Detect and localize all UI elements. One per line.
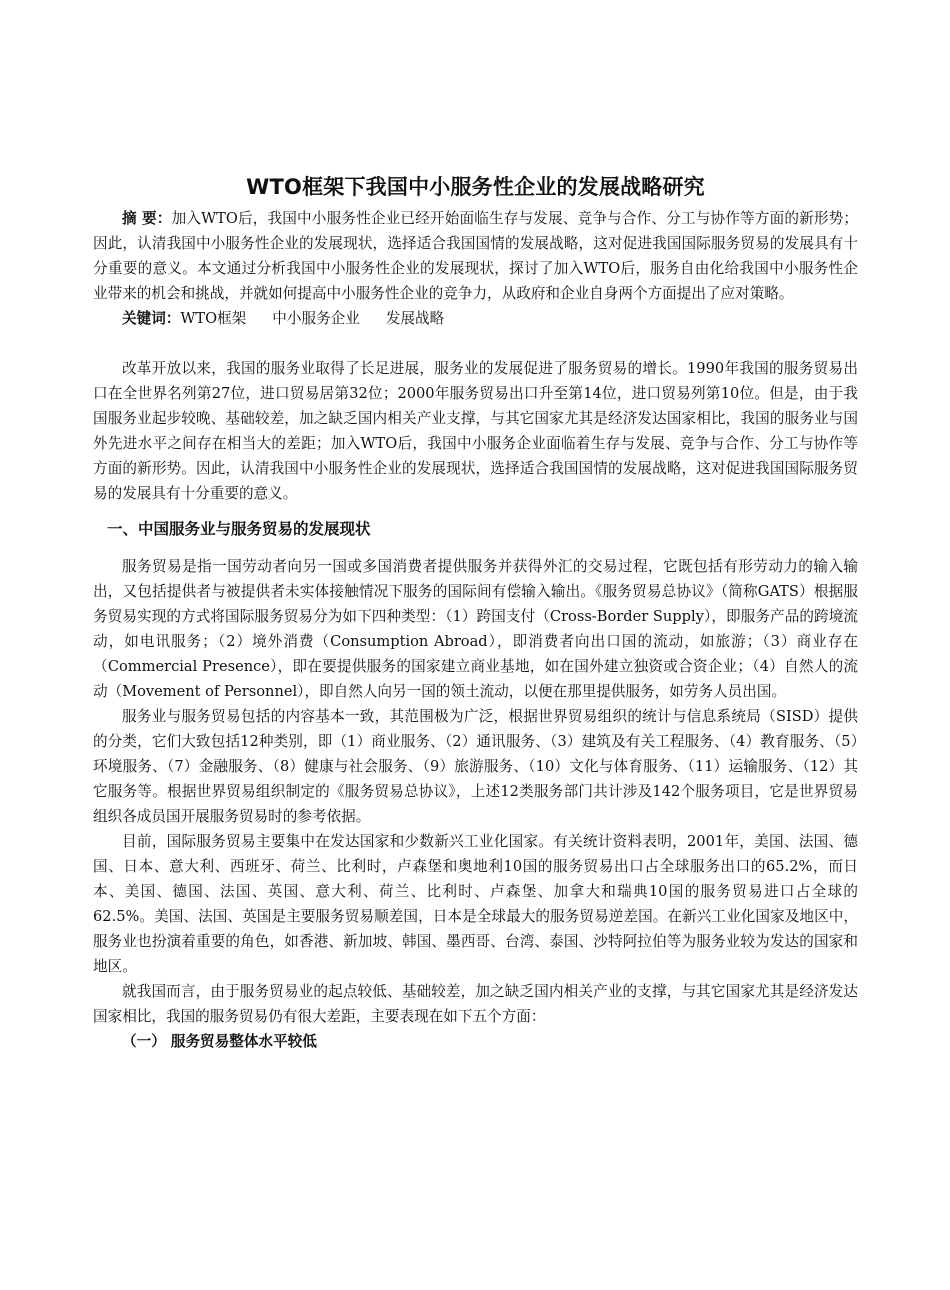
keyword-item: 发展战略 — [385, 310, 445, 327]
body-paragraph: 服务贸易是指一国劳动者向另一国或多国消费者提供服务并获得外汇的交易过程，它既包括有形劳动力的输入输出，又包括提供者与被提供者未实体接触情况下服务的国际间有偿输入输出。《服务贸易总协议》（简称GATS）根据服务贸易实现的方式将国际服务贸易分为如下四种类型：（1）跨国支付（Cross-Border Supply），即服务产品的跨境流动，如电讯服务；（2）境外消费（Consumption Abroad），即消费者向出口国的流动，如旅游；（3）商业存在（Commercial Presence），即在要提供服务的国家建立商业基地，如在国外建立独资或合资企业；（4）自然人的流动（Movement of Personnel），即自然人向另一国的领土流动，以便在那里提供服务，如劳务人员出国。 — [93, 558, 858, 700]
body-paragraph: 就我国而言，由于服务贸易业的起点较低、基础较差，加之缺乏国内相关产业的支撑，与其它国家尤其是经济发达国家相比，我国的服务贸易仍有很大差距，主要表现在如下五个方面： — [93, 983, 858, 1025]
abstract-label: 摘 要： — [122, 210, 172, 227]
body-paragraph: 服务业与服务贸易包括的内容基本一致，其范围极为广泛，根据世界贸易组织的统计与信息系统局（SISD）提供的分类，它们大致包括12种类别，即（1）商业服务、（2）通讯服务、（3）建筑及有关工程服务、（4）教育服务、（5）环境服务、（7）金融服务、（8）健康与社会服务、（9）旅游服务、（10）文化与体育服务、（11）运输服务、（12）其它服务等。根据世界贸易组织制定的《服务贸易总协议》，上述12类服务部门共计涉及142个服务项目，它是世界贸易组织各成员国开展服务贸易时的参考依据。 — [93, 708, 858, 825]
subsection-heading: （一） 服务贸易整体水平较低 — [122, 1033, 317, 1050]
keywords-line — [93, 306, 858, 331]
abstract-text: 加入WTO后，我国中小服务性企业已经开始面临生存与发展、竞争与合作、分工与协作等方面的新形势；因此，认清我国中小服务性企业的发展现状，选择适合我国国情的发展战略，这对促进我国国际服务贸易的发展具有十分重要的意义。本文通过分析我国中小服务性企业的发展现状，探讨了加入WTO后，服务自由化给我国中小服务性企业带来的机会和挑战，并就如何提高中小服务性企业的竞争力，从政府和企业自身两个方面提出了应对策略。 — [93, 210, 858, 302]
intro-paragraph: 改革开放以来，我国的服务业取得了长足进展，服务业的发展促进了服务贸易的增长。1990年我国的服务贸易出口在全世界名列第27位，进口贸易居第32位；2000年服务贸易出口升至第14位，进口贸易列第10位。但是，由于我国服务业起步较晚、基础较差，加之缺乏国内相关产业支撑，与其它国家尤其是经济发达国家相比，我国的服务业与国外先进水平之间存在相当大的差距；加入WTO后，我国中小服务企业面临着生存与发展、竞争与合作、分工与协作等方面的新形势。因此，认清我国中小服务性企业的发展现状，选择适合我国国情的发展战略，这对促进我国国际服务贸易的发展具有十分重要的意义。 — [93, 360, 858, 502]
blank-line — [93, 331, 858, 356]
keyword-item: 中小服务企业 — [272, 310, 360, 327]
abstract-paragraph — [93, 206, 858, 306]
body-paragraph: 目前，国际服务贸易主要集中在发达国家和少数新兴工业化国家。有关统计资料表明，2001年，美国、法国、德国、日本、意大利、西班牙、荷兰、比利时，卢森堡和奥地利10国的服务贸易出口占全球服务出口的65.2%，而日本、美国、德国、法国、英国、意大利、荷兰、比利时、卢森堡、加拿大和瑞典10国的服务贸易进口占全球的62.5%。美国、法国、英国是主要服务贸易顺差国，日本是全球最大的服务贸易逆差国。在新兴工业化国家及地区中，服务业也扮演着重要的角色，如香港、新加坡、韩国、墨西哥、台湾、泰国、沙特阿拉伯等为服务业较为发达的国家和地区。 — [93, 833, 858, 975]
keyword-item: WTO框架 — [180, 310, 247, 327]
keywords-label: 关键词： — [122, 310, 181, 327]
document-page — [93, 170, 858, 1054]
document-title: WTO框架下我国中小服务性企业的发展战略研究 — [246, 175, 705, 199]
section-heading: 一、中国服务业与服务贸易的发展现状 — [107, 520, 371, 538]
